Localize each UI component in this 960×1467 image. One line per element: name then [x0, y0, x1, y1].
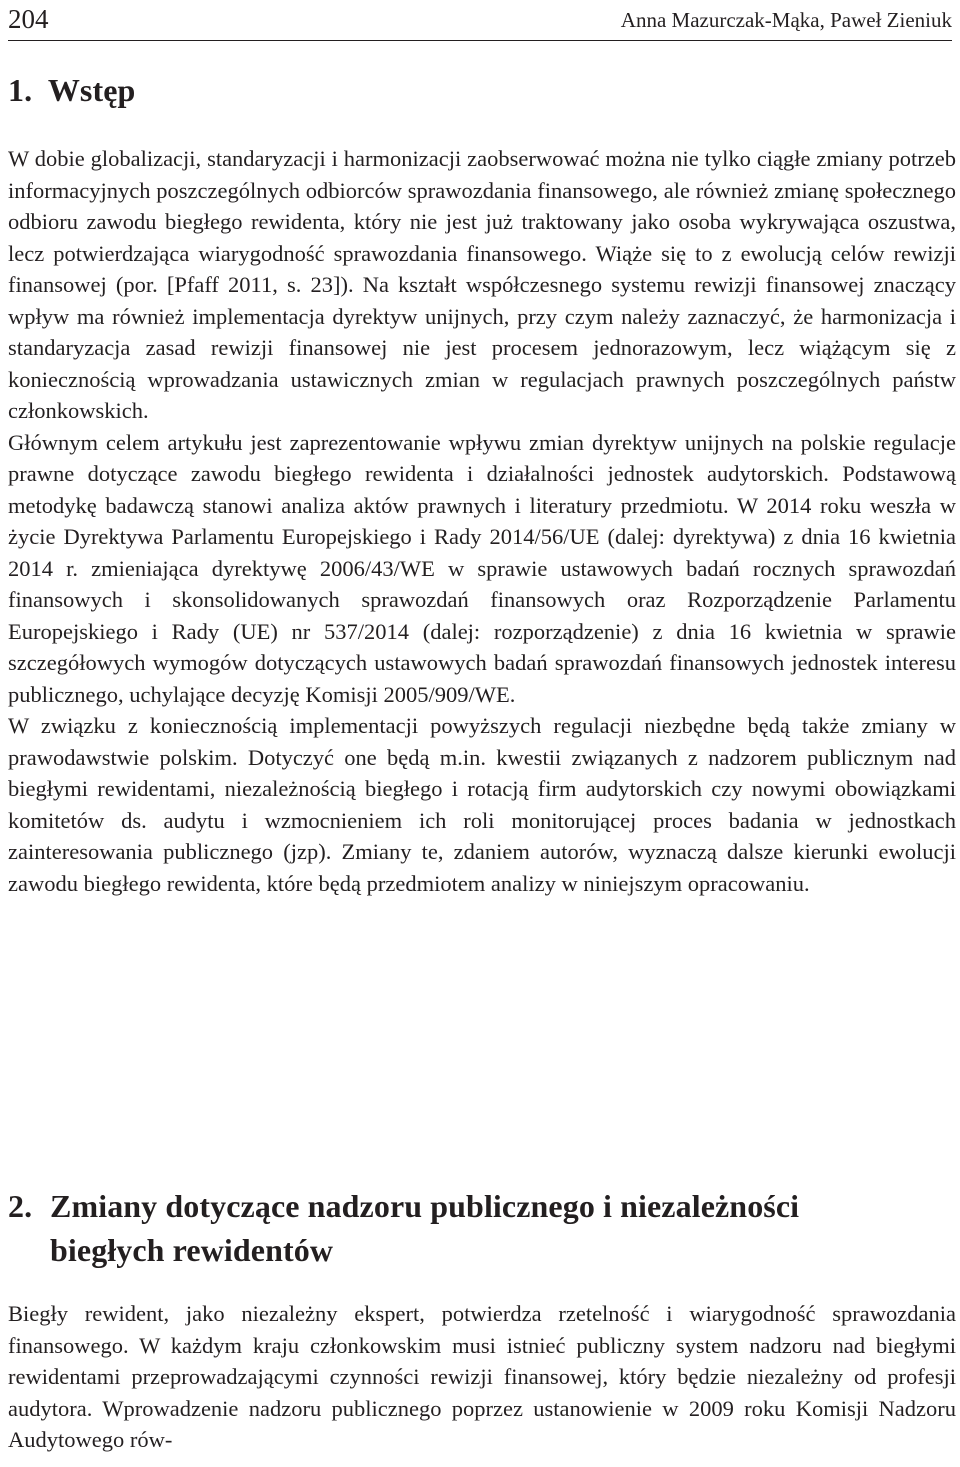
paragraph: Głównym celem artykułu jest zaprezentowanie wpływu zmian dyrektyw unijnych na polskie regulacje prawne dotyczące zawodu biegłego rewidenta i działalności jednostek audytorskich. Podstawową metodykę badawczą stanowi analiza aktów prawnych i literatury przedmiotu. W 2014 roku weszła w życie Dyrektywa Parlamentu Europejskiego i Rady 2014/56/UE (dalej: dyrektywa) z dnia 16 kwietnia 2014 r. zmieniająca dyrektywę 2006/43/WE w sprawie ustawowych badań rocznych sprawozdań finansowych i skonsolidowanych sprawozdań finansowych oraz Rozporządzenie Parlamentu Europejskiego i Rady (UE) nr 537/2014 (dalej: rozporządzenie) z dnia 16 kwietnia w sprawie szczegółowych wymogów dotyczących ustawowych badań sprawozdań finansowych jednostek interesu publicznego, uchylające decyzję Komisji 2005/909/WE. — [8, 429, 956, 707]
page-number: 204 — [8, 4, 49, 34]
paragraph: W dobie globalizacji, standaryzacji i harmonizacji zaobserwować można nie tylko ciągłe zmiany potrzeb informacyjnych poszczególnych odbiorców sprawozdania finansowego, ale również zmianę społecznego odbioru zawodu biegłego rewidenta, który nie jest już traktowany jako osoba wykrywająca oszustwa, lecz potwierdzająca wiarygodność sprawozdania finansowego. Wiąże się to z ewolucją celów rewizji finansowej (por. [Pfaff 2011, s. 23]). Na kształt współczesnego systemu rewizji finansowej znaczący wpływ ma również implementacja dyrektyw unijnych, przy czym należy zaznaczyć, że harmonizacja i standaryzacja zasad rewizji finansowej nie jest procesem jednorazowym, lecz wiążącym się z koniecznością wprowadzania ustawicznych zmian w regulacjach prawnych poszczególnych państw członkowskich. — [8, 146, 956, 423]
section-title-line-2: biegłych rewidentów — [50, 1232, 334, 1268]
section-2-body — [8, 1298, 956, 1456]
running-header — [8, 0, 952, 41]
section-title-line-1: Zmiany dotyczące nadzoru publicznego i niezależności — [50, 1188, 800, 1224]
section-heading-2 — [8, 1184, 928, 1272]
running-head-authors: Anna Mazurczak-Mąka, Paweł Zieniuk — [620, 8, 952, 32]
section-heading-1: 1. Wstęp — [8, 72, 136, 108]
section-1-body — [8, 143, 956, 899]
section-number: 2. — [8, 1188, 33, 1224]
paragraph: Biegły rewident, jako niezależny ekspert, potwierdza rzetelność i wiarygodność sprawozdania finansowego. W każdym kraju członkowskim musi istnieć publiczny system nadzoru nad biegłymi rewidentami przeprowadzającymi czynności rewizji finansowej, który będzie niezależny od profesji audytora. Wprowadzenie nadzoru publicznego poprzez ustanowienie w 2009 roku Komisji Nadzoru Audytowego rów- — [8, 1301, 956, 1452]
paragraph: W związku z koniecznością implementacji powyższych regulacji niezbędne będą także zmiany w prawodawstwie polskim. Dotyczyć one będą m.in. kwestii związanych z nadzorem publicznym nad biegłymi rewidentami, niezależnością biegłego i rotacją firm audytorskich czy nowymi obowiązkami komitetów ds. audytu i wzmocnieniem ich roli monitorującej proces badania w jednostkach zainteresowania publicznego (jzp). Zmiany te, zdaniem autorów, wyznaczą dalsze kierunki ewolucji zawodu biegłego rewidenta, które będą przedmiotem analizy w niniejszym opracowaniu. — [8, 713, 956, 896]
